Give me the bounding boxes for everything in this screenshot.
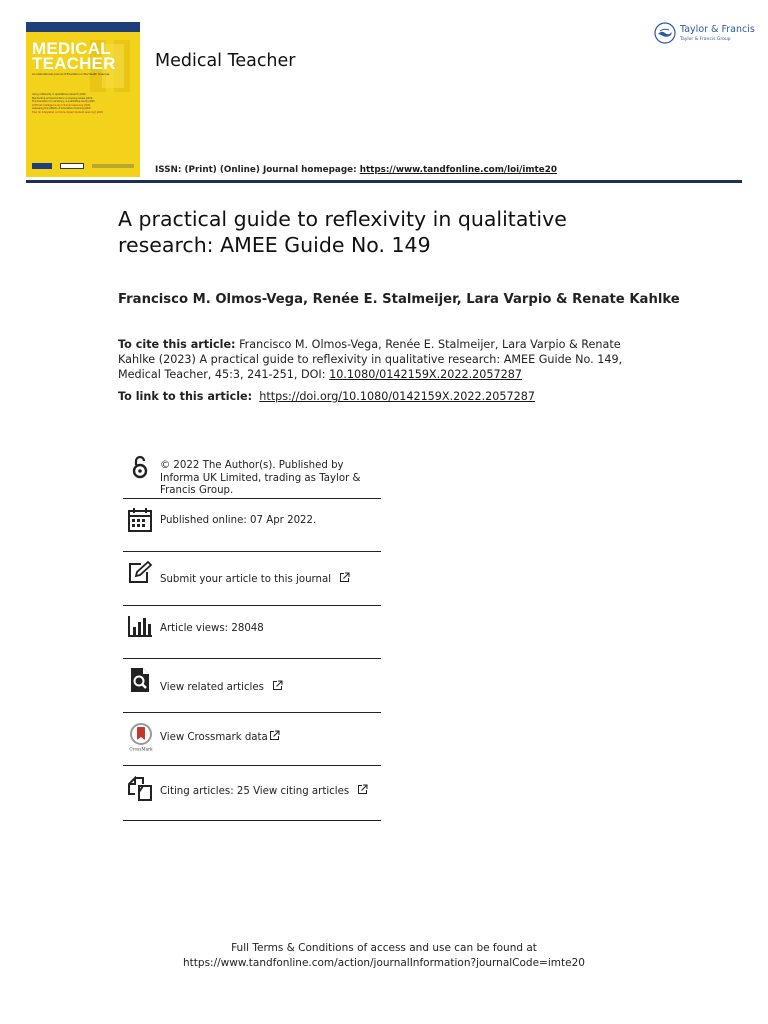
journal-homepage-link[interactable]: https://www.tandfonline.com/loi/imte20	[359, 165, 557, 175]
cover-top-banner	[26, 22, 140, 32]
submit-article-link[interactable]	[160, 572, 382, 587]
article-views-text: Article views: 28048	[160, 623, 264, 634]
footer	[0, 941, 768, 971]
publisher-name: Taylor & Francis	[680, 24, 755, 35]
published-date-text: Published online: 07 Apr 2022.	[160, 515, 317, 526]
info-row-related[interactable]	[123, 659, 381, 713]
calendar-icon	[127, 507, 153, 533]
cover-toc-item: Artificial intelligence and clinical reasoning p000	[32, 103, 91, 107]
cover-toc-item: Assessing the effects of simulation training p000	[32, 107, 91, 111]
footer-terms-text: Full Terms & Conditions of access and use can be found at	[231, 942, 537, 954]
info-row-crossmark[interactable]	[123, 713, 381, 766]
citing-articles-label: Citing articles: 25 View citing articles	[160, 786, 350, 797]
header-divider	[26, 180, 742, 183]
cover-logo	[32, 163, 52, 169]
journal-title: Medical Teacher	[155, 51, 296, 71]
cover-toc-item: Mentorship across borders: a scoping review p000	[32, 96, 93, 100]
citation-block	[118, 337, 658, 382]
publisher-group: Taylor & Francis Group	[680, 37, 731, 42]
issn-line	[155, 165, 557, 175]
related-articles-link[interactable]	[160, 680, 382, 695]
cite-label: To cite this article:	[118, 338, 236, 351]
cover-toc-item: How do integrated curricula impact student learning? p000	[32, 110, 103, 114]
publisher-logo[interactable]	[654, 22, 755, 50]
publisher-logo-icon	[654, 22, 676, 44]
article-info-list	[123, 448, 381, 821]
bar-chart-icon	[127, 613, 153, 639]
journal-cover-image	[26, 22, 140, 177]
footer-terms-url[interactable]: https://www.tandfonline.com/action/journalInformation?journalCode=imte20	[183, 957, 585, 969]
link-label: To link to this article:	[118, 390, 253, 403]
article-authors: Francisco M. Olmos-Vega, Renée E. Stalmeijer, Lara Varpio & Renate Kahlke	[118, 292, 680, 307]
submit-article-label: Submit your article to this journal	[160, 574, 332, 585]
related-articles-label: View related articles	[160, 682, 264, 693]
info-row-published	[123, 499, 381, 552]
citing-articles-icon	[127, 776, 153, 802]
cover-toc	[32, 93, 124, 115]
license-text: © 2022 The Author(s). Published by Informa UK Limited, trading as Taylor & Francis Group.	[160, 460, 361, 496]
info-row-views	[123, 606, 381, 659]
info-row-submit[interactable]	[123, 552, 381, 606]
external-link-icon	[272, 680, 283, 691]
crossmark-icon	[127, 722, 155, 752]
article-doi-url[interactable]: https://doi.org/10.1080/0142159X.2022.2057287	[259, 390, 535, 403]
open-access-icon	[127, 454, 153, 480]
cover-toc-item: The transition to residency: a qualitative study p000	[32, 100, 95, 104]
info-row-license	[123, 448, 381, 499]
external-link-icon	[269, 730, 280, 741]
article-link-line	[118, 390, 535, 403]
issn-label: ISSN: (Print) (Online) Journal homepage:	[155, 165, 357, 175]
external-link-icon	[339, 572, 350, 583]
citing-articles-link[interactable]	[160, 784, 382, 799]
cover-logo	[60, 163, 84, 169]
cover-title: MEDICAL TEACHER	[32, 39, 116, 73]
article-title: A practical guide to reflexivity in qualitative research: AMEE Guide No. 149	[118, 207, 567, 257]
crossmark-label: CrossMark	[129, 746, 153, 752]
cover-toc-item: Using reflexivity in qualitative research p000	[32, 93, 86, 96]
crossmark-label: View Crossmark data	[160, 732, 268, 743]
doi-link[interactable]: 10.1080/0142159X.2022.2057287	[329, 368, 523, 381]
external-link-icon	[357, 784, 368, 795]
crossmark-link[interactable]	[160, 730, 382, 745]
cover-tagline: An international journal of Education in the Health Sciences	[32, 73, 110, 76]
related-articles-icon	[127, 667, 153, 693]
submit-article-icon	[127, 560, 153, 586]
info-row-citing[interactable]	[123, 766, 381, 821]
cite-text: Francisco M. Olmos-Vega, Renée E. Stalmeijer, Lara Varpio & Renate Kahlke (2023) A practical guide to reflexivity in qualitative research: AMEE Guide No. 149, Medical Teacher, 45:3, 241-251, DOI:	[118, 338, 623, 381]
cover-barcode	[92, 164, 134, 168]
